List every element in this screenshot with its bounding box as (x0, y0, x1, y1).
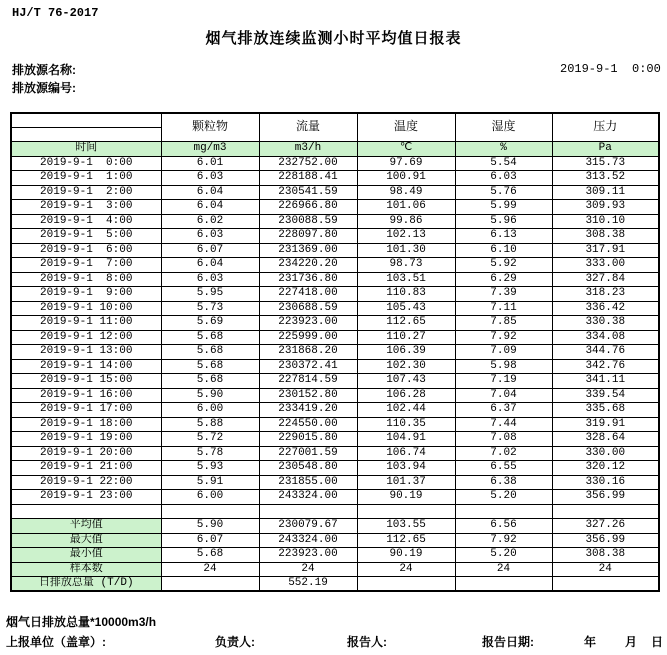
value-cell: 106.39 (357, 345, 455, 360)
hourly-row (11, 301, 659, 316)
value-cell: 110.83 (357, 287, 455, 302)
value-cell: 98.73 (357, 258, 455, 273)
time-cell: 2019-9-1 23:00 (11, 490, 161, 505)
summary-value-cell: 24 (161, 562, 259, 577)
summary-value-cell: 5.90 (161, 519, 259, 534)
summary-value-cell (161, 577, 259, 592)
time-cell: 2019-9-1 3:00 (11, 200, 161, 215)
spacer-cell (259, 504, 357, 519)
time-cell: 2019-9-1 9:00 (11, 287, 161, 302)
hourly-row (11, 243, 659, 258)
time-cell: 2019-9-1 21:00 (11, 461, 161, 476)
value-cell: 5.68 (161, 330, 259, 345)
time-cell: 2019-9-1 0:00 (11, 156, 161, 171)
hourly-row (11, 229, 659, 244)
hourly-row (11, 272, 659, 287)
value-cell: 6.03 (161, 229, 259, 244)
time-header-blank-bottom (11, 127, 161, 141)
standard-number: HJ/T 76-2017 (12, 6, 99, 20)
summary-value-cell: 24 (357, 562, 455, 577)
value-cell: 339.54 (552, 388, 659, 403)
hourly-average-table (10, 112, 660, 592)
summary-value-cell: 7.92 (455, 533, 552, 548)
summary-value-cell: 327.26 (552, 519, 659, 534)
value-cell: 342.76 (552, 359, 659, 374)
unit-cell-particulate: mg/m3 (161, 141, 259, 156)
value-cell: 230372.41 (259, 359, 357, 374)
value-cell: 5.69 (161, 316, 259, 331)
value-cell: 5.20 (455, 490, 552, 505)
value-cell: 5.73 (161, 301, 259, 316)
value-cell: 7.44 (455, 417, 552, 432)
time-cell: 2019-9-1 1:00 (11, 171, 161, 186)
summary-value-cell: 103.55 (357, 519, 455, 534)
value-cell: 6.10 (455, 243, 552, 258)
summary-value-cell: 243324.00 (259, 533, 357, 548)
value-cell: 232752.00 (259, 156, 357, 171)
table-body (11, 156, 659, 591)
time-cell: 2019-9-1 10:00 (11, 301, 161, 316)
hourly-row (11, 446, 659, 461)
value-cell: 7.08 (455, 432, 552, 447)
value-cell: 230541.59 (259, 185, 357, 200)
header-row-top (11, 113, 659, 127)
summary-value-cell: 6.56 (455, 519, 552, 534)
hourly-row (11, 330, 659, 345)
column-header-flow: 流量 (259, 113, 357, 141)
value-cell: 6.04 (161, 200, 259, 215)
value-cell: 5.68 (161, 374, 259, 389)
header-row-units (11, 141, 659, 156)
spacer-cell (161, 504, 259, 519)
hourly-row (11, 359, 659, 374)
value-cell: 319.91 (552, 417, 659, 432)
hourly-row (11, 432, 659, 447)
hourly-row (11, 475, 659, 490)
value-cell: 330.16 (552, 475, 659, 490)
value-cell: 7.92 (455, 330, 552, 345)
value-cell: 231736.80 (259, 272, 357, 287)
value-cell: 231855.00 (259, 475, 357, 490)
hourly-row (11, 156, 659, 171)
hourly-row (11, 490, 659, 505)
value-cell: 6.00 (161, 403, 259, 418)
value-cell: 309.93 (552, 200, 659, 215)
time-cell: 2019-9-1 13:00 (11, 345, 161, 360)
value-cell: 7.85 (455, 316, 552, 331)
value-cell: 231868.20 (259, 345, 357, 360)
value-cell: 230548.80 (259, 461, 357, 476)
source-id-label: 排放源编号: (12, 81, 76, 95)
hourly-row (11, 461, 659, 476)
value-cell: 112.65 (357, 316, 455, 331)
summary-label-cell: 日排放总量 (T/D) (11, 577, 161, 592)
value-cell: 229015.80 (259, 432, 357, 447)
value-cell: 230688.59 (259, 301, 357, 316)
summary-row (11, 533, 659, 548)
value-cell: 6.38 (455, 475, 552, 490)
value-cell: 231369.00 (259, 243, 357, 258)
value-cell: 5.92 (455, 258, 552, 273)
unit-cell-temperature: ℃ (357, 141, 455, 156)
hourly-row (11, 417, 659, 432)
value-cell: 226966.80 (259, 200, 357, 215)
summary-value-cell: 5.68 (161, 548, 259, 563)
column-header-humidity: 湿度 (455, 113, 552, 141)
hourly-row (11, 316, 659, 331)
value-cell: 106.28 (357, 388, 455, 403)
summary-value-cell: 24 (455, 562, 552, 577)
summary-value-cell: 90.19 (357, 548, 455, 563)
value-cell: 102.44 (357, 403, 455, 418)
day-label: 日 (651, 635, 664, 649)
value-cell: 223923.00 (259, 316, 357, 331)
time-column-header: 时间 (11, 141, 161, 156)
value-cell: 7.11 (455, 301, 552, 316)
value-cell: 224550.00 (259, 417, 357, 432)
value-cell: 5.68 (161, 345, 259, 360)
value-cell: 6.04 (161, 258, 259, 273)
time-cell: 2019-9-1 4:00 (11, 214, 161, 229)
value-cell: 102.30 (357, 359, 455, 374)
value-cell: 313.52 (552, 171, 659, 186)
value-cell: 5.72 (161, 432, 259, 447)
value-cell: 101.30 (357, 243, 455, 258)
report-unit-label: 上报单位（盖章）: (6, 635, 106, 649)
value-cell: 327.84 (552, 272, 659, 287)
value-cell: 6.01 (161, 156, 259, 171)
time-cell: 2019-9-1 14:00 (11, 359, 161, 374)
time-cell: 2019-9-1 18:00 (11, 417, 161, 432)
time-cell: 2019-9-1 15:00 (11, 374, 161, 389)
value-cell: 6.37 (455, 403, 552, 418)
value-cell: 7.02 (455, 446, 552, 461)
value-cell: 107.43 (357, 374, 455, 389)
value-cell: 227418.00 (259, 287, 357, 302)
hourly-row (11, 345, 659, 360)
summary-row (11, 519, 659, 534)
summary-label-cell: 样本数 (11, 562, 161, 577)
value-cell: 330.00 (552, 446, 659, 461)
value-cell: 105.43 (357, 301, 455, 316)
summary-row (11, 548, 659, 563)
value-cell: 308.38 (552, 229, 659, 244)
value-cell: 228188.41 (259, 171, 357, 186)
value-cell: 6.04 (161, 185, 259, 200)
value-cell: 234220.20 (259, 258, 357, 273)
value-cell: 335.68 (552, 403, 659, 418)
unit-cell-humidity: % (455, 141, 552, 156)
value-cell: 5.78 (161, 446, 259, 461)
time-cell: 2019-9-1 8:00 (11, 272, 161, 287)
summary-value-cell: 223923.00 (259, 548, 357, 563)
column-header-pressure: 压力 (552, 113, 659, 141)
report-datetime: 2019-9-1 0:00 (560, 62, 661, 76)
time-cell: 2019-9-1 20:00 (11, 446, 161, 461)
hourly-row (11, 388, 659, 403)
time-cell: 2019-9-1 16:00 (11, 388, 161, 403)
unit-cell-flow: m3/h (259, 141, 357, 156)
value-cell: 103.94 (357, 461, 455, 476)
value-cell: 100.91 (357, 171, 455, 186)
value-cell: 341.11 (552, 374, 659, 389)
spacer-cell (357, 504, 455, 519)
value-cell: 110.35 (357, 417, 455, 432)
value-cell: 310.10 (552, 214, 659, 229)
summary-value-cell: 24 (259, 562, 357, 577)
value-cell: 5.96 (455, 214, 552, 229)
spacer-cell (552, 504, 659, 519)
time-cell: 2019-9-1 22:00 (11, 475, 161, 490)
hourly-row (11, 200, 659, 215)
value-cell: 227001.59 (259, 446, 357, 461)
hourly-row (11, 287, 659, 302)
value-cell: 101.37 (357, 475, 455, 490)
value-cell: 243324.00 (259, 490, 357, 505)
time-cell: 2019-9-1 5:00 (11, 229, 161, 244)
value-cell: 320.12 (552, 461, 659, 476)
time-cell: 2019-9-1 12:00 (11, 330, 161, 345)
summary-value-cell: 6.07 (161, 533, 259, 548)
value-cell: 6.55 (455, 461, 552, 476)
value-cell: 5.76 (455, 185, 552, 200)
value-cell: 317.91 (552, 243, 659, 258)
column-header-particulate: 颗粒物 (161, 113, 259, 141)
value-cell: 230088.59 (259, 214, 357, 229)
hourly-row (11, 185, 659, 200)
summary-value-cell (455, 577, 552, 592)
summary-value-cell: 24 (552, 562, 659, 577)
value-cell: 6.03 (161, 272, 259, 287)
month-label: 月 (625, 635, 638, 649)
hourly-row (11, 258, 659, 273)
responsible-person-label: 负责人: (215, 635, 255, 649)
value-cell: 5.95 (161, 287, 259, 302)
value-cell: 233419.20 (259, 403, 357, 418)
value-cell: 328.64 (552, 432, 659, 447)
summary-label-cell: 最小值 (11, 548, 161, 563)
time-cell: 2019-9-1 6:00 (11, 243, 161, 258)
value-cell: 101.06 (357, 200, 455, 215)
value-cell: 5.54 (455, 156, 552, 171)
year-label: 年 (584, 635, 597, 649)
value-cell: 5.98 (455, 359, 552, 374)
signature-line (0, 633, 667, 651)
summary-value-cell: 5.20 (455, 548, 552, 563)
value-cell: 6.03 (161, 171, 259, 186)
value-cell: 318.23 (552, 287, 659, 302)
value-cell: 104.91 (357, 432, 455, 447)
value-cell: 6.29 (455, 272, 552, 287)
value-cell: 7.04 (455, 388, 552, 403)
value-cell: 7.39 (455, 287, 552, 302)
hourly-row (11, 403, 659, 418)
source-name-label: 排放源名称: (12, 63, 76, 77)
value-cell: 102.13 (357, 229, 455, 244)
time-cell: 2019-9-1 19:00 (11, 432, 161, 447)
summary-value-cell (552, 577, 659, 592)
hourly-row (11, 214, 659, 229)
summary-value-cell: 308.38 (552, 548, 659, 563)
column-header-temperature: 温度 (357, 113, 455, 141)
reporter-label: 报告人: (347, 635, 387, 649)
value-cell: 6.02 (161, 214, 259, 229)
value-cell: 227814.59 (259, 374, 357, 389)
value-cell: 5.93 (161, 461, 259, 476)
value-cell: 333.00 (552, 258, 659, 273)
unit-cell-pressure: Pa (552, 141, 659, 156)
value-cell: 6.03 (455, 171, 552, 186)
summary-value-cell (357, 577, 455, 592)
value-cell: 99.86 (357, 214, 455, 229)
hourly-row (11, 374, 659, 389)
summary-value-cell: 356.99 (552, 533, 659, 548)
report-date-label: 报告日期: (482, 635, 534, 649)
time-cell: 2019-9-1 11:00 (11, 316, 161, 331)
summary-value-cell: 230079.67 (259, 519, 357, 534)
value-cell: 356.99 (552, 490, 659, 505)
value-cell: 6.13 (455, 229, 552, 244)
summary-row (11, 577, 659, 592)
time-cell: 2019-9-1 2:00 (11, 185, 161, 200)
value-cell: 315.73 (552, 156, 659, 171)
value-cell: 97.69 (357, 156, 455, 171)
value-cell: 5.68 (161, 359, 259, 374)
value-cell: 5.88 (161, 417, 259, 432)
summary-label-cell: 平均值 (11, 519, 161, 534)
value-cell: 7.19 (455, 374, 552, 389)
time-cell: 2019-9-1 7:00 (11, 258, 161, 273)
time-header-blank-top (11, 113, 161, 127)
value-cell: 230152.80 (259, 388, 357, 403)
summary-value-cell: 112.65 (357, 533, 455, 548)
value-cell: 309.11 (552, 185, 659, 200)
value-cell: 103.51 (357, 272, 455, 287)
value-cell: 90.19 (357, 490, 455, 505)
value-cell: 7.09 (455, 345, 552, 360)
value-cell: 98.49 (357, 185, 455, 200)
value-cell: 5.99 (455, 200, 552, 215)
total-emission-note: 烟气日排放总量*10000m3/h (6, 615, 157, 629)
value-cell: 344.76 (552, 345, 659, 360)
value-cell: 334.08 (552, 330, 659, 345)
value-cell: 110.27 (357, 330, 455, 345)
report-title: 烟气排放连续监测小时平均值日报表 (205, 30, 462, 47)
summary-row (11, 562, 659, 577)
value-cell: 6.00 (161, 490, 259, 505)
summary-value-cell: 552.19 (259, 577, 357, 592)
spacer-cell (455, 504, 552, 519)
spacer-row (11, 504, 659, 519)
value-cell: 225999.00 (259, 330, 357, 345)
value-cell: 336.42 (552, 301, 659, 316)
value-cell: 106.74 (357, 446, 455, 461)
value-cell: 330.38 (552, 316, 659, 331)
spacer-cell (11, 504, 161, 519)
value-cell: 6.07 (161, 243, 259, 258)
value-cell: 228097.80 (259, 229, 357, 244)
time-cell: 2019-9-1 17:00 (11, 403, 161, 418)
value-cell: 5.91 (161, 475, 259, 490)
value-cell: 5.90 (161, 388, 259, 403)
summary-label-cell: 最大值 (11, 533, 161, 548)
hourly-row (11, 171, 659, 186)
